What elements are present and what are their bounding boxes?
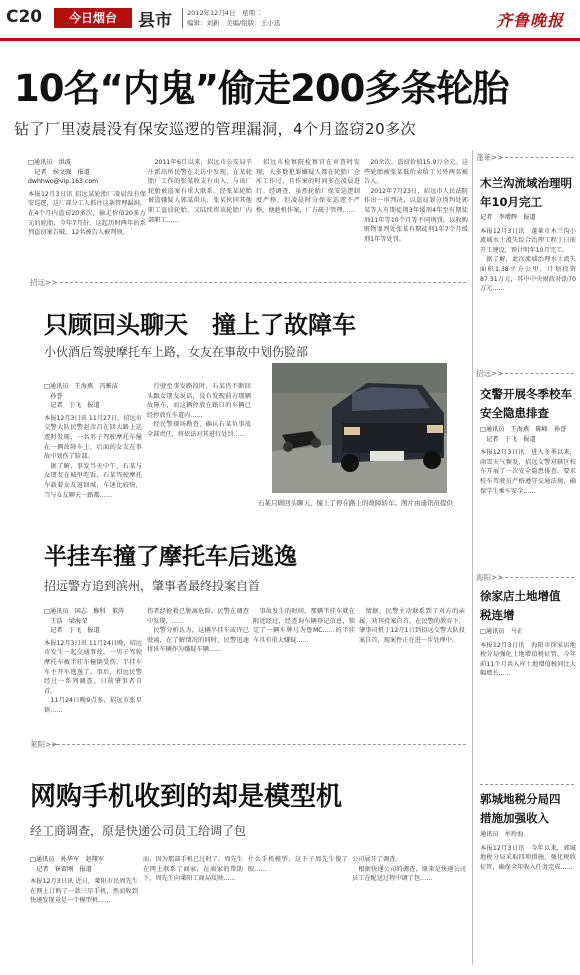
sidebar-item1-section-label: 蓬莱>>: [476, 153, 504, 162]
story2-rule: [60, 282, 466, 283]
story2-column-2: 行驶至事发路段时，石某仍不断回头跟女朋友说话，没有发现前方那辆故障车，而这辆停放在路口的车辆已经停放在车道内…… 经民警现场勘查，确认石某负事故全部责任，将依法对其进行处罚……: [147, 383, 251, 438]
story4-rule: [52, 744, 466, 745]
story2-section-label: 招远>>: [30, 278, 58, 287]
sidebar-item4-body: 本报12月3日讯 今年以来，郭城地税分局采取四项措施，强化税收征管，确保全年收入任务完成……: [480, 844, 576, 871]
story4-column-2: 而，因为那部手机已过时了，周先生在网上联系了商家，在商家的帮助下，周先生向莱阳工商局反映……: [143, 856, 243, 883]
sidebar-item3-section-label: 海阳>>: [476, 573, 504, 582]
page-code: C20: [6, 7, 43, 27]
story3-column-2: 伤者经抢救已脱离危险。民警在调查中发现，…… 民警分析认为，这辆半挂车或许已驶离，在了解情况的同时，民警迅速将该车辆作为嫌疑车辆……: [147, 608, 249, 654]
lead-column-2: 2011年6月以来，招远市公安局辛庄派出所民警在走访中发现，在某轮胎厂工作的张某收支有出入，与该厂轮胎被盗案有重大联系。经张某轮胎被盗嫌疑人郭某供认，张某伙同其他职工盗窃轮胎，又陆续将该轮胎厂内部职工……: [148, 159, 252, 224]
story4-byline-2: 记者 崔雷刚 报道: [30, 865, 92, 873]
story3-column-4: 情据，民警主动联系到了对方的亲属，劝其投案自首。在民警的教育下，肇事司机于12月1日到招远交警大队投案自首，现案件正在进一步处理中。: [359, 608, 465, 644]
accident-photo-image: [272, 363, 447, 493]
sidebar-item2-title: 交警开展冬季校车安全隐患排查: [480, 387, 572, 420]
story2-byline-3: 记者 于飞 报道: [44, 402, 100, 410]
accident-photo: [272, 363, 447, 493]
lead-column-4: 20余次，盗窃价值15.9万余元。这些轮胎被张某低价卖给了另外两名被告人。 2012年7月23日，招远市人民法院作出一审判决，以盗窃罪分别判处郭某等人有期徒刑3年缓刑4年至有期徒刑11年等10个月等不同刑罚，以收购赃物罪判处张某有期徒刑1年7个月缓刑1年等处罚。: [364, 159, 468, 243]
story3-column-3: 事故发生的时间，那辆半挂车就在附近经过，经查询车辆登记信息，锁定了一辆车牌号为鲁MC……的半挂车具有重大嫌疑……: [253, 608, 355, 644]
sidebar-item3-rule: [500, 577, 574, 578]
sidebar-item4-title: 郭城地税分局四措施加强收入: [480, 792, 561, 825]
story4-headline: 网购手机收到的却是模型机: [30, 782, 343, 812]
header-rule: [0, 38, 580, 41]
lead-byline-3: dwhhwo@vip.163.com: [28, 178, 99, 186]
sidebar-item2-byline-2: 记者 于飞 报道: [480, 435, 536, 443]
lead-headline: 10名“内鬼”偷走200多条轮胎: [14, 67, 509, 110]
sidebar-item1-text: [480, 213, 576, 363]
sidebar-item1-title: 木兰沟流域治理明年10月完工: [480, 176, 572, 209]
story4-column-4: 公司展开了调查。 根据快递公司的调查，原来是快递公司员工在配送过程中调了包……: [352, 856, 466, 883]
sidebar-item2-section-label: 招远>>: [476, 369, 504, 378]
sidebar-item2-rule: [500, 373, 574, 374]
lead-column-1-text: 本报12月3日讯 招远某轮胎厂凌晨没有保安巡逻，这厂部分工人抓住这条管理漏洞，在4个月内盗窃20多次，偷走价值20多万元的轮胎，今年7月份，这起历时两年的系列盗窃案告破，12名被告人被判刑。: [28, 190, 146, 237]
story4-column-3: 什么手机模型，这下子周先生傻了眼……: [248, 856, 348, 873]
sidebar-item1-body: 本报12月3日讯 蓬莱市木兰沟小流域水土流失综合治理工程于日前开工建设，预计明年10月完工。 据了解，此次流域治理水土流失面积1.38平方公里，计划投资87.31万元，其中中央财政补助70万元……: [480, 227, 576, 293]
story4-column-1: [30, 855, 138, 967]
story3-subhead: 招远警方追到滨州，肇事者最终投案自首: [44, 579, 261, 593]
story2-byline-2: 孙誉: [44, 392, 63, 400]
story2-subhead: 小伙酒后驾驶摩托车上路，女友在事故中划伤脸部: [44, 345, 309, 359]
sidebar-divider: [472, 150, 473, 965]
sidebar-item3-title: 徐家店土地增值税连增: [480, 589, 561, 622]
story4-byline-1: □通讯员 孙华军 赵翔军: [30, 856, 104, 863]
sidebar-item4-rule: [480, 784, 574, 785]
page-header: [0, 0, 580, 40]
lead-byline-2: 记者 侯文强 报道: [28, 168, 90, 176]
section-tab: 今日烟台: [54, 8, 132, 28]
sidebar-item3-byline: □通讯员 马正: [480, 628, 523, 635]
sidebar-item1-rule: [500, 157, 574, 158]
issue-info: [182, 8, 280, 28]
sidebar-item4-text: [480, 830, 576, 968]
story4-column-1-text: 本报12月3日讯 近日，莱阳市民周先生在网上订购了一款三星手机，然而收到快递发现竟是一个模型机……: [30, 878, 138, 905]
accident-photo-caption: 石某只顾回头聊天，撞上了停在路上的故障轿车。图片由通讯员提供: [258, 499, 453, 507]
issue-date: 2012年12月4日 星期二: [187, 9, 262, 17]
sidebar-item2-body: 本报12月3日讯 进入冬季以来，雨雪天气频发，招远交警对辖区校车开展了一次安全隐患排查，要求校车驾驶员严格遵守交通法规，确保学生乘车安全……: [480, 449, 576, 495]
lead-byline-1: □通讯员 洪波: [28, 159, 71, 166]
sidebar-item1-byline: 记者 李增辉 报道: [480, 214, 536, 221]
section-name: 县市: [138, 11, 172, 31]
sidebar-item2-text: [480, 425, 576, 567]
story2-headline: 只顾回头聊天 撞上了故障车: [44, 311, 356, 339]
story2-byline-1: □通讯员 王海燕 冯雅洁: [44, 383, 118, 390]
sidebar-item2-byline-1: □通讯员 王海燕 陈峰 孙誉: [480, 426, 567, 433]
story3-column-1-text: 本报12月3日讯 11月24日晚，招远市发生一起交通事故，一男子驾驶摩托车被半挂车撞倒受伤，半挂车车主开车逃逸了。事后，招远民警经过一系列调查，日前肇事者自首。 11月24日晚9点多，招远市张星镇……: [44, 639, 142, 714]
story4-section-label: 莱阳>>: [30, 740, 58, 749]
story2-column-1-text: 本报12月3日讯 11月27日，招远市交警大队民警赵彦昌在回大路上巡逻时发现，一名男子驾驶摩托车撞在一辆故障车上，后面的女友在事故中划伤了脸部。 据了解，事发当天中午，石某与女朋友在城里吃饭，石某驾驶摩托车载着女友返回城，车速比较快，当与女友聊天一路都……: [44, 414, 142, 499]
sidebar-item3-text: [480, 627, 576, 777]
masthead-logo: 齐鲁晚报: [495, 11, 564, 30]
story3-byline-3: 记者 于飞 报道: [44, 627, 100, 635]
story3-byline-1: □通讯员 国志 修科 董涛: [44, 608, 125, 615]
sidebar-item3-body: 本报12月3日讯 海阳市徐家店地税分局强化土地增值税征管，今年前11个月共入库土地增值税同比大幅增长……: [480, 641, 576, 678]
story4-subhead: 经工商调查，原是快递公司员工给调了包: [30, 824, 247, 838]
story3-headline: 半挂车撞了摩托车后逃逸: [44, 544, 297, 570]
story2-column-1: [44, 382, 142, 527]
story3-column-1: [44, 607, 142, 727]
lead-subhead: 钻了厂里凌晨没有保安巡逻的管理漏洞，4个月盗窃20多次: [14, 120, 417, 138]
issue-editors: 编辑：刘新 美编/组版：王小迅: [187, 19, 281, 27]
lead-column-3: 招远市检察院检察官在审查时发现，大多数犯罪嫌疑人都在轮胎厂仓库工作过，且作案的时间多在凌晨进行。经调查，虽然轮胎厂保安巡逻制度严格，但凌晨时分保安巡逻不严格，便趁机作案，厂方疏于管理……: [256, 159, 360, 214]
sidebar-item4-byline: 通讯员 牟玲海: [480, 831, 524, 838]
story3-byline-2: 王浩 梁海荣: [44, 617, 88, 625]
lead-column-1: [28, 158, 146, 258]
